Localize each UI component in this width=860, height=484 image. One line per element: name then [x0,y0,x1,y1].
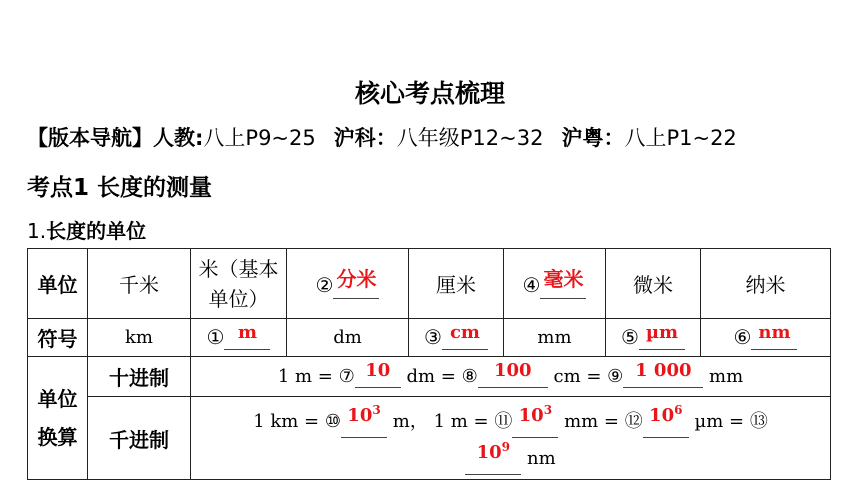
thousand-label: 千进制 [88,397,191,480]
marker: ④ [522,272,541,297]
unit-cell: 千米 [88,249,191,319]
conversion-header [28,357,88,480]
subsection-text: 长度的单位 [46,219,147,243]
conversion-header-line1: 单位 [37,387,78,411]
conv-text: m， [392,411,428,432]
marker: ⑨ [607,365,624,387]
conv-text: cm = [553,365,602,387]
marker: ⑦ [338,365,355,387]
marker: ⑩ [324,411,342,432]
conv-text: mm = [564,411,620,432]
symbol-cell: km [88,319,191,357]
decimal-conversion [191,357,831,397]
answer-blank [512,401,558,438]
answer-blank [478,359,548,388]
subsection-number: 1. [27,219,47,243]
answer-blank [639,322,685,350]
answer-text: 毫米 [543,266,584,291]
answer-text: 分米 [336,266,377,291]
marker: ⑬ [749,411,768,432]
answer-blank [355,359,401,388]
guide-prefix: 【版本导航】 [27,126,153,150]
conv-text: nm [527,448,556,469]
version-guide [27,122,737,152]
conv-text: mm [709,365,744,387]
marker: ② [315,272,334,297]
guide-publisher-1: 人教: [153,126,204,150]
unit-cell: 纳米 [701,249,831,319]
answer-blank [442,322,488,350]
symbol-cell [606,319,701,357]
guide-range-1: 八上P9~25 [203,126,316,150]
answer-blank [540,266,586,299]
marker: ⑪ [494,411,513,432]
unit-cell: 厘米 [409,249,504,319]
unit-cell: 米（基本单位） [191,249,287,319]
unit-cell [504,249,606,319]
marker: ③ [424,325,442,349]
symbol-cell: mm [504,319,606,357]
unit-row [28,249,831,319]
answer-text: $10^6$ [649,403,683,426]
subsection-heading [27,215,146,244]
decimal-row [28,357,831,397]
marker: ① [206,325,225,349]
unit-cell: 微米 [606,249,701,319]
guide-range-2: 八年级P12~32 [396,126,544,150]
answer-text: nm [758,322,791,343]
marker: ⑫ [624,411,643,432]
answer-blank [333,266,379,299]
guide-publisher-3: 沪粤： [561,126,625,150]
conv-text: dm = [406,365,456,387]
thousand-conversion [191,397,831,480]
answer-text: $10^9$ [476,440,510,463]
length-unit-table [27,248,831,480]
symbol-cell [409,319,504,357]
conv-text: 1 km = [253,411,320,432]
unit-header: 单位 [28,249,88,319]
answer-blank [465,438,521,475]
answer-blank [751,322,797,350]
symbol-cell: dm [287,319,409,357]
symbol-row [28,319,831,357]
conv-text: 1 m = [433,411,489,432]
section-heading: 考点1 长度的测量 [27,175,213,201]
symbol-cell [191,319,287,357]
conv-text: µm = [694,411,745,432]
answer-blank [224,322,270,350]
answer-text: m [237,322,257,343]
answer-blank [341,401,387,438]
decimal-label: 十进制 [88,357,191,397]
answer-text: $10^3$ [347,403,381,426]
guide-publisher-2: 沪科： [333,126,397,150]
answer-text: cm [449,322,480,343]
thousand-row [28,397,831,480]
marker: ⑤ [621,325,639,349]
answer-text: 100 [493,359,532,381]
symbol-header: 符号 [28,319,88,357]
answer-text: 10 [365,359,391,381]
page-title: 核心考点梳理 [354,79,505,108]
answer-blank [643,401,689,438]
answer-text: µm [645,322,679,343]
conversion-header-line2: 换算 [37,425,78,449]
marker: ⑧ [461,365,478,387]
conv-text: 1 m = [277,365,333,387]
unit-cell [287,249,409,319]
answer-blank [623,359,703,388]
marker: ⑥ [733,325,752,349]
guide-range-3: 八上P1~22 [624,126,737,150]
symbol-cell [701,319,831,357]
answer-text: 1 000 [635,359,692,381]
answer-text: $10^3$ [518,403,553,426]
